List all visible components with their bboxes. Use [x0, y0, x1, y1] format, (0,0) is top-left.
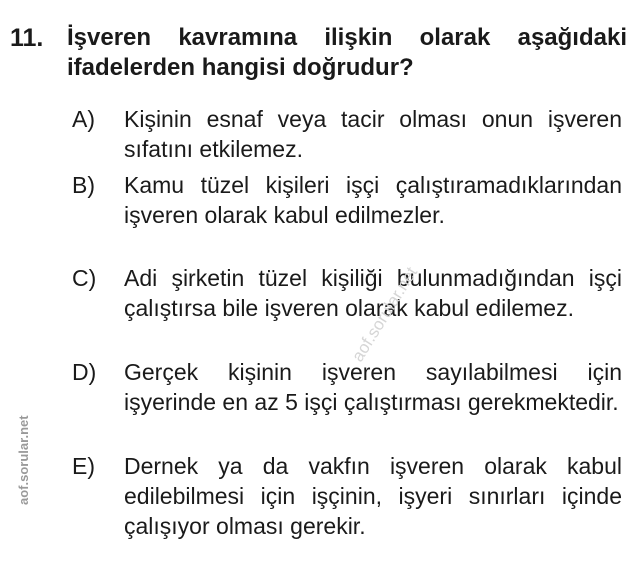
question-text: İşveren kavramına ilişkin olarak aşağıdaki ifadelerden hangisi doğrudur? — [67, 24, 627, 81]
option-text: Dernek ya da vakfın işveren olarak kabul edilebilmesi için işçinin, işyeri sınırları içinde çalışıyor olması gerekir. — [124, 453, 622, 539]
watermark-diagonal: aof.sorular.net — [348, 263, 422, 366]
option-text: Kamu tüzel kişileri işçi çalıştıramadıklarından işveren olarak kabul edilmezler. — [124, 172, 622, 228]
option-letter: D) — [72, 359, 97, 385]
question-number: 11. — [10, 24, 44, 52]
option-letter: E) — [72, 453, 95, 479]
watermark-side: aof.sorular.net — [16, 415, 31, 505]
option-letter: A) — [72, 106, 95, 132]
option-letter: C) — [72, 265, 97, 291]
option-letter: B) — [72, 172, 95, 198]
option-text: Kişinin esnaf veya tacir olması onun işveren sıfatını etkilemez. — [124, 106, 622, 162]
option-text: Gerçek kişinin işveren sayılabilmesi için işyerinde en az 5 işçi çalıştırması gerekmektedir. — [124, 359, 622, 415]
option-text: Adi şirketin tüzel kişiliği bulunmadığından işçi çalıştırsa bile işveren olarak kabul edilemez. — [124, 265, 622, 321]
